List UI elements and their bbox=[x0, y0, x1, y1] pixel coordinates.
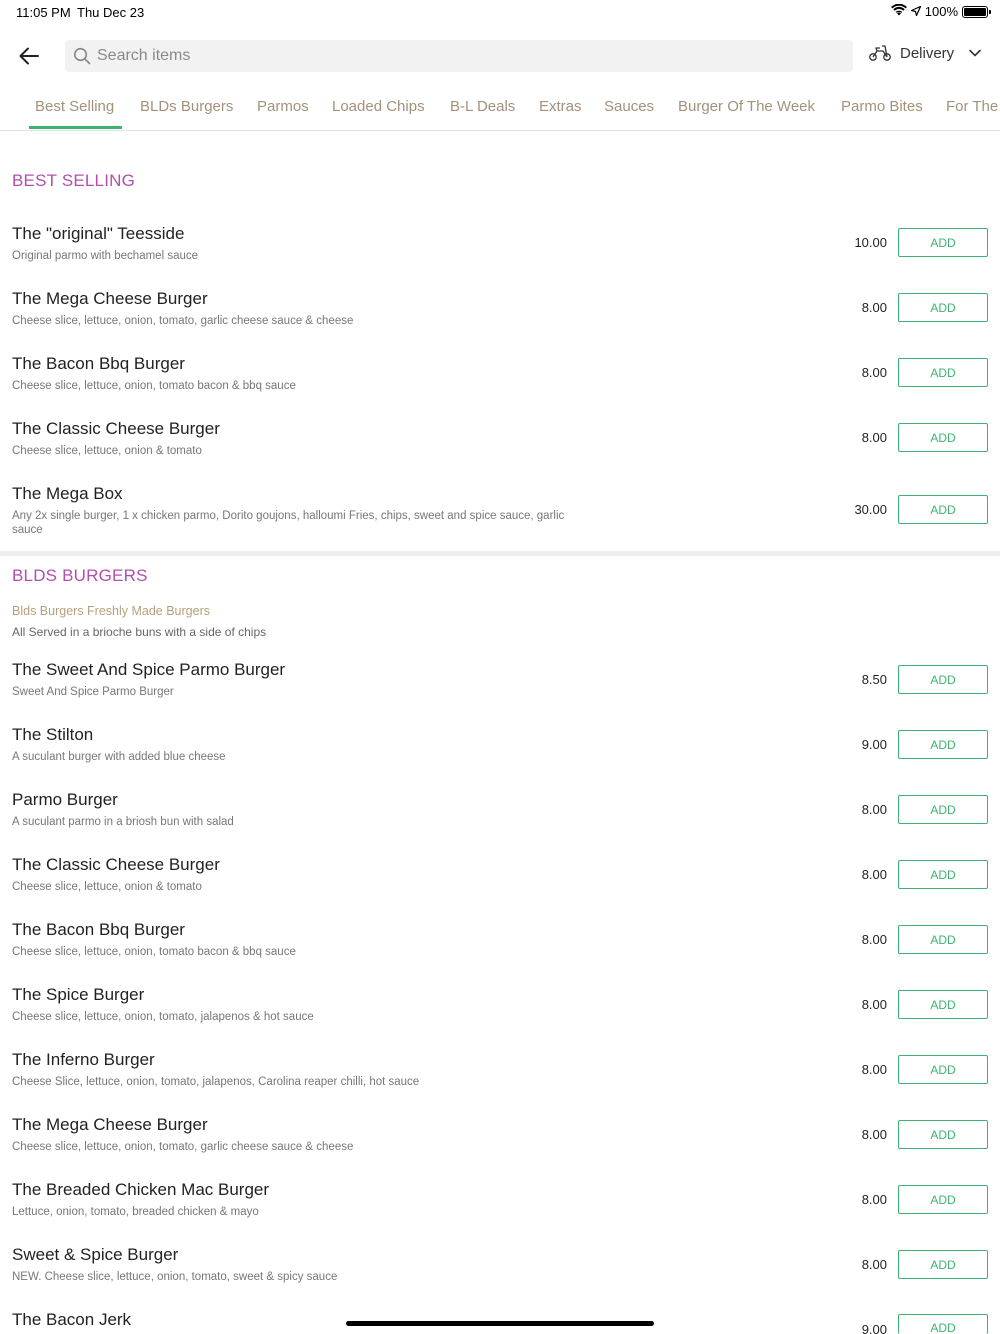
add-button[interactable]: ADD bbox=[898, 358, 988, 387]
item-price: 8.50 bbox=[861, 672, 887, 687]
back-button[interactable] bbox=[16, 44, 42, 68]
item-name: The Classic Cheese Burger bbox=[12, 855, 220, 874]
item-description: Any 2x single burger, 1 x chicken parmo, Dorito goujons, halloumi Fries, chips, sweet and spice sauce, garlic sauce bbox=[12, 510, 565, 536]
add-button[interactable]: ADD bbox=[898, 860, 988, 889]
item-description: Cheese slice, lettuce, onion, tomato bacon & bbq sauce bbox=[12, 380, 296, 392]
item-name: Sweet & Spice Burger bbox=[12, 1245, 179, 1264]
active-tab-indicator bbox=[29, 126, 122, 129]
status-date: Thu Dec 23 bbox=[77, 5, 145, 20]
delivery-selector[interactable] bbox=[868, 44, 982, 62]
add-button[interactable]: ADD bbox=[898, 228, 988, 257]
search-input[interactable] bbox=[97, 47, 797, 65]
item-description: A suculant burger with added blue cheese bbox=[12, 751, 226, 763]
battery-percent: 100% bbox=[924, 4, 958, 19]
tab-burger-of-the-week[interactable]: Burger Of The Week bbox=[678, 98, 816, 115]
item-name: The Stilton bbox=[12, 725, 94, 744]
add-button[interactable]: ADD bbox=[898, 1185, 988, 1214]
item-description: Cheese Slice, lettuce, onion, tomato, jalapenos, Carolina reaper chilli, hot sauce bbox=[12, 1076, 420, 1088]
item-price: 8.00 bbox=[861, 997, 887, 1012]
add-button[interactable]: ADD bbox=[898, 1120, 988, 1149]
item-description: Cheese slice, lettuce, onion, tomato bacon & bbq sauce bbox=[12, 946, 296, 958]
add-button[interactable]: ADD bbox=[898, 990, 988, 1019]
add-button[interactable]: ADD bbox=[898, 1250, 988, 1279]
item-description: Cheese slice, lettuce, onion, tomato, garlic cheese sauce & cheese bbox=[12, 315, 354, 327]
tab-extras[interactable]: Extras bbox=[539, 98, 582, 115]
add-button[interactable]: ADD bbox=[898, 730, 988, 759]
add-button[interactable]: ADD bbox=[898, 495, 988, 524]
item-description: Cheese slice, lettuce, onion & tomato bbox=[12, 881, 202, 893]
chevron-down-icon bbox=[968, 48, 982, 58]
tab-blds-burgers[interactable]: BLDs Burgers bbox=[140, 98, 234, 115]
item-name: The Mega Cheese Burger bbox=[12, 1115, 208, 1134]
item-description: Cheese slice, lettuce, onion, tomato, jalapenos & hot sauce bbox=[12, 1011, 314, 1023]
item-price: 8.00 bbox=[861, 300, 887, 315]
section-title-best-selling: BEST SELLING bbox=[12, 171, 136, 190]
item-name: The Spice Burger bbox=[12, 985, 145, 1004]
item-name: The Bacon Bbq Burger bbox=[12, 354, 185, 373]
item-name: The "original" Teesside bbox=[12, 224, 185, 243]
item-price: 8.00 bbox=[861, 365, 887, 380]
item-price: 9.00 bbox=[861, 1322, 887, 1334]
item-price: 8.00 bbox=[861, 802, 887, 817]
battery-fill bbox=[964, 8, 986, 16]
status-time: 11:05 PM bbox=[16, 5, 71, 20]
item-price: 30.00 bbox=[854, 502, 887, 517]
add-button[interactable]: ADD bbox=[898, 293, 988, 322]
item-description: Cheese slice, lettuce, onion & tomato bbox=[12, 445, 202, 457]
item-description: A suculant parmo in a briosh bun with salad bbox=[12, 816, 234, 828]
item-description: Lettuce, onion, tomato, breaded chicken & mayo bbox=[12, 1206, 259, 1218]
section-note: All Served in a brioche buns with a side of chips bbox=[12, 625, 267, 639]
section-divider bbox=[0, 551, 1000, 556]
item-price: 8.00 bbox=[861, 430, 887, 445]
section-subtitle: Blds Burgers Freshly Made Burgers bbox=[12, 604, 210, 618]
item-name: The Inferno Burger bbox=[12, 1050, 155, 1069]
scooter-icon bbox=[868, 44, 892, 62]
add-button[interactable]: ADD bbox=[898, 665, 988, 694]
item-name: The Breaded Chicken Mac Burger bbox=[12, 1180, 270, 1199]
arrow-left-icon bbox=[19, 47, 39, 65]
item-price: 8.00 bbox=[861, 1192, 887, 1207]
tab-best-selling[interactable]: Best Selling bbox=[35, 98, 115, 115]
item-description: Cheese slice, lettuce, onion, tomato, garlic cheese sauce & cheese bbox=[12, 1141, 354, 1153]
item-name: The Classic Cheese Burger bbox=[12, 419, 220, 438]
top-bar bbox=[0, 40, 1000, 72]
add-button[interactable]: ADD bbox=[898, 1314, 988, 1334]
add-button[interactable]: ADD bbox=[898, 423, 988, 452]
home-indicator bbox=[346, 1321, 654, 1326]
item-name: The Bacon Bbq Burger bbox=[12, 920, 185, 939]
add-button[interactable]: ADD bbox=[898, 925, 988, 954]
search-icon bbox=[73, 47, 91, 65]
tab-for-the[interactable]: For The bbox=[946, 98, 999, 115]
tab-parmo-bites[interactable]: Parmo Bites bbox=[841, 98, 923, 115]
status-indicators bbox=[891, 4, 988, 19]
battery-icon bbox=[962, 6, 988, 18]
item-price: 9.00 bbox=[861, 737, 887, 752]
item-description: NEW. Cheese slice, lettuce, onion, tomato, sweet & spicy sauce bbox=[12, 1271, 338, 1283]
item-description: Sweet And Spice Parmo Burger bbox=[12, 686, 174, 698]
item-price: 8.00 bbox=[861, 1127, 887, 1142]
tab-loaded-chips[interactable]: Loaded Chips bbox=[332, 98, 425, 115]
item-price: 8.00 bbox=[861, 1062, 887, 1077]
delivery-label: Delivery bbox=[900, 44, 955, 62]
tab-bl-deals[interactable]: B-L Deals bbox=[450, 98, 516, 115]
status-bar bbox=[0, 0, 1000, 24]
item-name: Parmo Burger bbox=[12, 790, 118, 809]
add-button[interactable]: ADD bbox=[898, 1055, 988, 1084]
category-tabs bbox=[0, 88, 1000, 131]
add-button[interactable]: ADD bbox=[898, 795, 988, 824]
item-name: The Bacon Jerk bbox=[12, 1310, 132, 1329]
location-arrow-icon bbox=[911, 4, 921, 19]
item-price: 8.00 bbox=[861, 1257, 887, 1272]
wifi-icon bbox=[891, 4, 907, 19]
tab-parmos[interactable]: Parmos bbox=[257, 98, 309, 115]
section-title-blds-burgers: BLDS BURGERS bbox=[12, 566, 148, 585]
item-price: 8.00 bbox=[861, 867, 887, 882]
search-bar[interactable] bbox=[65, 40, 853, 72]
item-description: Original parmo with bechamel sauce bbox=[12, 250, 199, 262]
item-name: The Mega Cheese Burger bbox=[12, 289, 208, 308]
item-name: The Sweet And Spice Parmo Burger bbox=[12, 660, 286, 679]
item-price: 10.00 bbox=[854, 235, 887, 250]
item-name: The Mega Box bbox=[12, 484, 123, 503]
tab-sauces[interactable]: Sauces bbox=[604, 98, 655, 115]
item-price: 8.00 bbox=[861, 932, 887, 947]
